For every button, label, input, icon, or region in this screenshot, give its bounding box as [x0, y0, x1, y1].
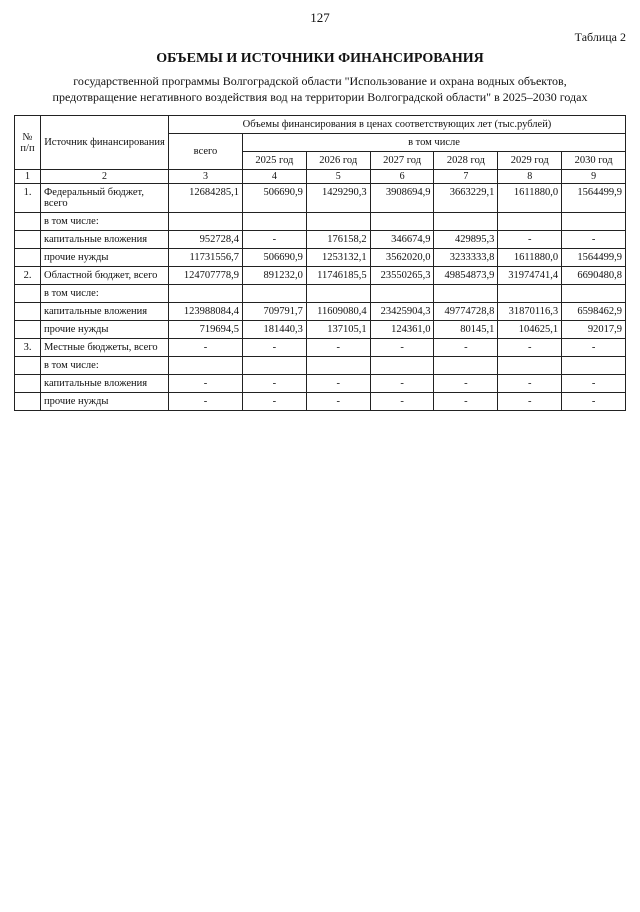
page-number: 127: [310, 10, 330, 25]
row-year-value: 137105,1: [306, 321, 370, 339]
table-row: [15, 184, 626, 213]
row-year-value: -: [243, 339, 307, 357]
row-source: Местные бюджеты, всего: [41, 339, 169, 357]
table-row: [15, 339, 626, 357]
header-source: Источник финансирования: [41, 116, 169, 170]
header-no: № п/п: [15, 116, 41, 170]
row-year-value: [243, 285, 307, 303]
row-number: [15, 375, 41, 393]
column-index: 4: [243, 170, 307, 184]
column-index: 8: [498, 170, 562, 184]
row-total-value: [169, 357, 243, 375]
column-index: 5: [306, 170, 370, 184]
row-total-value: 952728,4: [169, 231, 243, 249]
row-number: [15, 249, 41, 267]
row-year-value: [370, 285, 434, 303]
row-total-value: [169, 285, 243, 303]
row-number: 1.: [15, 184, 41, 213]
row-year-value: 3233333,8: [434, 249, 498, 267]
row-source: капитальные вложения: [41, 231, 169, 249]
row-number: 3.: [15, 339, 41, 357]
header-year: 2025 год: [243, 152, 307, 170]
row-year-value: -: [562, 393, 626, 411]
row-year-value: -: [306, 375, 370, 393]
row-year-value: 104625,1: [498, 321, 562, 339]
document-title: ОБЪЕМЫ И ИСТОЧНИКИ ФИНАНСИРОВАНИЯ: [156, 51, 484, 66]
row-source: капитальные вложения: [41, 303, 169, 321]
financing-table: [14, 115, 626, 411]
row-year-value: 3562020,0: [370, 249, 434, 267]
row-year-value: 506690,9: [243, 184, 307, 213]
table-label: Таблица 2: [574, 30, 626, 44]
row-year-value: 31974741,4: [498, 267, 562, 285]
row-year-value: -: [306, 393, 370, 411]
row-year-value: [434, 357, 498, 375]
row-year-value: [306, 213, 370, 231]
row-year-value: 709791,7: [243, 303, 307, 321]
row-year-value: -: [370, 393, 434, 411]
table-row: [15, 393, 626, 411]
row-year-value: 1611880,0: [498, 249, 562, 267]
row-year-value: [243, 213, 307, 231]
row-total-value: 123988084,4: [169, 303, 243, 321]
header-including: в том числе: [243, 134, 626, 152]
table-row: [15, 213, 626, 231]
row-year-value: [434, 213, 498, 231]
row-source: Областной бюджет, всего: [41, 267, 169, 285]
column-index: 7: [434, 170, 498, 184]
row-year-value: 1564499,9: [562, 249, 626, 267]
table-row: [15, 303, 626, 321]
row-year-value: [562, 285, 626, 303]
row-year-value: 1611880,0: [498, 184, 562, 213]
row-year-value: 6690480,8: [562, 267, 626, 285]
table-row: [15, 249, 626, 267]
row-number: [15, 231, 41, 249]
row-year-value: 124361,0: [370, 321, 434, 339]
row-year-value: 92017,9: [562, 321, 626, 339]
row-year-value: 11609080,4: [306, 303, 370, 321]
row-source: в том числе:: [41, 213, 169, 231]
row-year-value: -: [498, 339, 562, 357]
row-year-value: -: [243, 231, 307, 249]
row-number: [15, 303, 41, 321]
row-number: [15, 321, 41, 339]
row-total-value: [169, 213, 243, 231]
row-number: [15, 393, 41, 411]
row-year-value: 1253132,1: [306, 249, 370, 267]
row-year-value: -: [434, 339, 498, 357]
header-year: 2030 год: [562, 152, 626, 170]
row-year-value: 891232,0: [243, 267, 307, 285]
row-year-value: 1564499,9: [562, 184, 626, 213]
row-year-value: 176158,2: [306, 231, 370, 249]
column-index: 1: [15, 170, 41, 184]
row-year-value: -: [498, 393, 562, 411]
row-number: 2.: [15, 267, 41, 285]
row-year-value: 346674,9: [370, 231, 434, 249]
header-year: 2028 год: [434, 152, 498, 170]
header-year: 2026 год: [306, 152, 370, 170]
row-year-value: -: [498, 375, 562, 393]
row-number: [15, 285, 41, 303]
row-year-value: 31870116,3: [498, 303, 562, 321]
header-volumes: Объемы финансирования в ценах соответствующих лет (тыс.рублей): [169, 116, 626, 134]
row-year-value: 3908694,9: [370, 184, 434, 213]
column-index: 6: [370, 170, 434, 184]
row-year-value: [562, 213, 626, 231]
header-year: 2027 год: [370, 152, 434, 170]
row-year-value: 3663229,1: [434, 184, 498, 213]
row-total-value: 124707778,9: [169, 267, 243, 285]
row-year-value: [498, 285, 562, 303]
row-source: в том числе:: [41, 357, 169, 375]
row-year-value: -: [562, 339, 626, 357]
row-year-value: [498, 213, 562, 231]
row-year-value: 1429290,3: [306, 184, 370, 213]
row-year-value: 80145,1: [434, 321, 498, 339]
column-index: 2: [41, 170, 169, 184]
row-year-value: -: [370, 375, 434, 393]
header-total: всего: [169, 134, 243, 170]
row-year-value: 23550265,3: [370, 267, 434, 285]
row-year-value: -: [498, 231, 562, 249]
header-year: 2029 год: [498, 152, 562, 170]
row-total-value: 719694,5: [169, 321, 243, 339]
row-source: в том числе:: [41, 285, 169, 303]
row-source: прочие нужды: [41, 321, 169, 339]
row-year-value: -: [306, 339, 370, 357]
row-source: прочие нужды: [41, 249, 169, 267]
row-year-value: 49854873,9: [434, 267, 498, 285]
table-row: [15, 285, 626, 303]
table-body: [15, 184, 626, 411]
row-year-value: 49774728,8: [434, 303, 498, 321]
table-row: [15, 321, 626, 339]
row-year-value: [370, 213, 434, 231]
row-total-value: -: [169, 393, 243, 411]
row-source: капитальные вложения: [41, 375, 169, 393]
row-year-value: -: [434, 393, 498, 411]
row-year-value: 6598462,9: [562, 303, 626, 321]
row-year-value: [306, 357, 370, 375]
subtitle-line-1: государственной программы Волгоградской области "Использование и охрана водных объектов,: [73, 74, 567, 88]
table-row: [15, 267, 626, 285]
row-total-value: 11731556,7: [169, 249, 243, 267]
row-year-value: [243, 357, 307, 375]
row-year-value: -: [243, 393, 307, 411]
row-year-value: [498, 357, 562, 375]
row-year-value: 506690,9: [243, 249, 307, 267]
row-source: прочие нужды: [41, 393, 169, 411]
row-total-value: -: [169, 375, 243, 393]
row-number: [15, 357, 41, 375]
document-subtitle: [14, 73, 626, 105]
table-row: [15, 231, 626, 249]
column-index: 3: [169, 170, 243, 184]
row-year-value: -: [562, 231, 626, 249]
row-source: Федеральный бюджет, всего: [41, 184, 169, 213]
subtitle-line-2: предотвращение негативного воздействия вод на территории Волгоградской области" в 2025–2030 годах: [52, 90, 588, 105]
row-total-value: 12684285,1: [169, 184, 243, 213]
row-year-value: 23425904,3: [370, 303, 434, 321]
row-year-value: [370, 357, 434, 375]
row-year-value: 11746185,5: [306, 267, 370, 285]
row-year-value: [306, 285, 370, 303]
table-row: [15, 357, 626, 375]
row-number: [15, 213, 41, 231]
row-year-value: [562, 357, 626, 375]
row-total-value: -: [169, 339, 243, 357]
row-year-value: -: [434, 375, 498, 393]
row-year-value: [434, 285, 498, 303]
row-year-value: -: [243, 375, 307, 393]
row-year-value: -: [562, 375, 626, 393]
row-year-value: 181440,3: [243, 321, 307, 339]
table-row: [15, 375, 626, 393]
column-index: 9: [562, 170, 626, 184]
row-year-value: 429895,3: [434, 231, 498, 249]
row-year-value: -: [370, 339, 434, 357]
